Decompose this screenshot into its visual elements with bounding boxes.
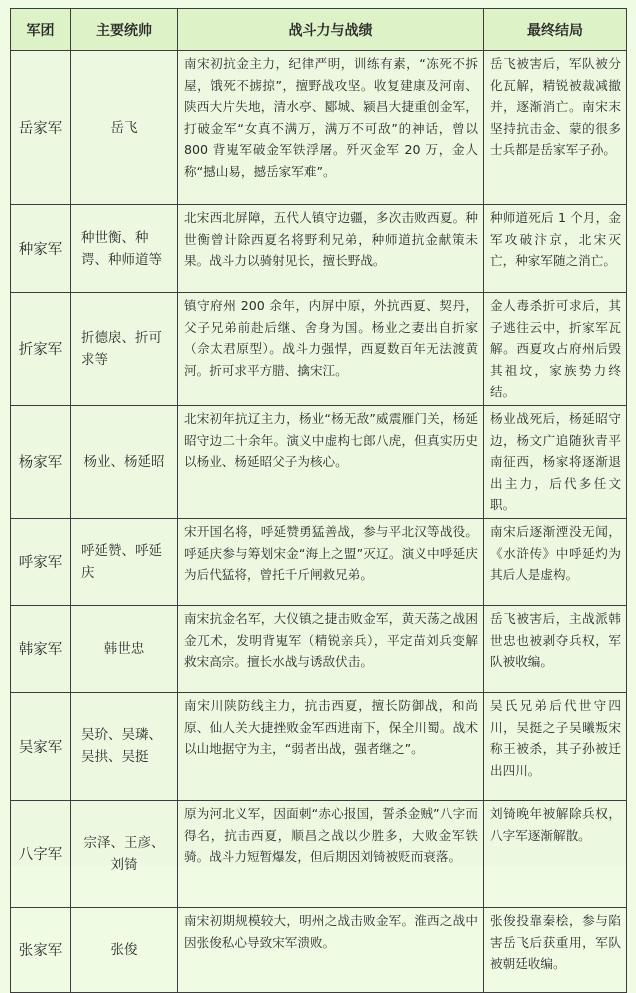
outcome-cell: 岳飞被害后，主战派韩世忠也被剥夺兵权，军队被收编。 (484, 605, 627, 692)
header-outcome: 最终结局 (484, 9, 627, 51)
army-name: 韩家军 (11, 605, 71, 692)
table-row (11, 605, 627, 692)
record-cell: 原为河北义军，因面刺“赤心报国，誓杀金贼”八字而得名，抗击西夏，顺昌之战以少胜多，大败金军铁骑。战斗力短暂爆发，但后期因刘锜被贬而衰落。 (178, 800, 484, 907)
commander-cell: 折德扆、折可求等 (71, 293, 178, 406)
table-container (10, 8, 626, 972)
outcome-cell: 刘锜晚年被解除兵权，八字军逐渐解散。 (484, 800, 627, 907)
record-cell: 镇守府州 200 余年，内屏中原，外抗西夏、契丹，父子兄弟前赴后继、舍身为国。杨业之妻出自折家（佘太君原型）。战斗力强悍，西夏数百年无法渡黄河。折可求平方腊、擒宋江。 (178, 293, 484, 406)
header-record: 战斗力与战绩 (178, 9, 484, 51)
commander-cell: 呼延赞、呼延庆 (71, 518, 178, 605)
outcome-cell: 杨业战死后，杨延昭守边，杨文广追随狄青平南征西，杨家将逐渐退出主力，后代多任文职。 (484, 405, 627, 518)
commander-cell: 宗泽、王彦、刘锜 (71, 800, 178, 907)
commander-cell: 张俊 (71, 907, 178, 992)
record-cell: 南宋初期规模较大，明州之战击败金军。淮西之战中因张俊私心导致宋军溃败。 (178, 907, 484, 992)
outcome-cell: 南宋后逐渐湮没无闻，《水浒传》中呼延灼为其后人是虚构。 (484, 518, 627, 605)
header-commanders: 主要统帅 (71, 9, 178, 51)
table-row (11, 405, 627, 518)
outcome-cell: 金人毒杀折可求后，其子逃往云中，折家军瓦解。西夏攻占府州后毁其祖坟，家族势力终结。 (484, 293, 627, 406)
army-name: 种家军 (11, 205, 71, 293)
army-name: 张家军 (11, 907, 71, 992)
commander-cell: 杨业、杨延昭 (71, 405, 178, 518)
army-name: 杨家军 (11, 405, 71, 518)
table-row (11, 800, 627, 907)
header-army: 军团 (11, 9, 71, 51)
army-name: 折家军 (11, 293, 71, 406)
outcome-cell: 种师道死后 1 个月，金军攻破汴京，北宋灭亡，种家军随之消亡。 (484, 205, 627, 293)
commander-cell: 吴玠、吴璘、吴拱、吴挺 (71, 692, 178, 800)
table-row (11, 692, 627, 800)
commander-cell: 种世衡、种谔、种师道等 (71, 205, 178, 293)
record-cell: 南宋川陕防线主力，抗击西夏，擅长防御战，和尚原、仙人关大捷挫败金军西进南下，保全川蜀。战术以山地据守为主，“弱者出战，强者继之”。 (178, 692, 484, 800)
army-name: 吴家军 (11, 692, 71, 800)
record-cell: 北宋西北屏障，五代人镇守边疆，多次击败西夏。种世衡曾计除西夏名将野利兄弟，种师道抗金献策未果。战斗力以骑射见长，擅长野战。 (178, 205, 484, 293)
army-name: 八字军 (11, 800, 71, 907)
army-name: 呼家军 (11, 518, 71, 605)
commander-cell: 岳飞 (71, 51, 178, 205)
record-cell: 南宋抗金名军，大仪镇之捷击败金军，黄天荡之战困金兀术，发明背嵬军（精锐亲兵），平定苗刘兵变解救宋高宗。擅长水战与诱敌伏击。 (178, 605, 484, 692)
army-name: 岳家军 (11, 51, 71, 205)
armies-table (10, 8, 627, 993)
record-cell: 北宋初年抗辽主力，杨业“杨无敌”威震雁门关，杨延昭守边二十余年。演义中虚构七郎八虎，但真实历史以杨业、杨延昭父子为核心。 (178, 405, 484, 518)
table-row (11, 293, 627, 406)
commander-cell: 韩世忠 (71, 605, 178, 692)
outcome-cell: 张俊投靠秦桧，参与陷害岳飞后获重用，军队被朝廷收编。 (484, 907, 627, 992)
table-row (11, 907, 627, 992)
outcome-cell: 岳飞被害后，军队被分化瓦解，精锐被裁减撤并，逐渐消亡。南宋末坚持抗击金、蒙的很多士兵都是岳家军子孙。 (484, 51, 627, 205)
record-cell: 宋开国名将，呼延赞勇猛善战，参与平北汉等战役。呼延庆参与筹划宋金“海上之盟”灭辽。演义中呼延庆为后代猛将，曾托千斤闸救兄弟。 (178, 518, 484, 605)
table-row (11, 51, 627, 205)
table-row (11, 518, 627, 605)
record-cell: 南宋初抗金主力，纪律严明，训练有素，“冻死不拆屋，饿死不掳掠”，擅野战攻坚。收复建康及河南、陕西大片失地，清水亭、郾城、颍昌大捷重创金军，打破金军“女真不满万，满万不可敌”的神话，曾以 800 背嵬军破金军铁浮屠。歼灭金军 20 万，金人称“撼山易，撼岳家军难”。 (178, 51, 484, 205)
outcome-cell: 吴氏兄弟后代世守四川，吴挺之子吴曦叛宋称王被杀，其子孙被迁出四川。 (484, 692, 627, 800)
table-row (11, 205, 627, 293)
header-row (11, 9, 627, 51)
